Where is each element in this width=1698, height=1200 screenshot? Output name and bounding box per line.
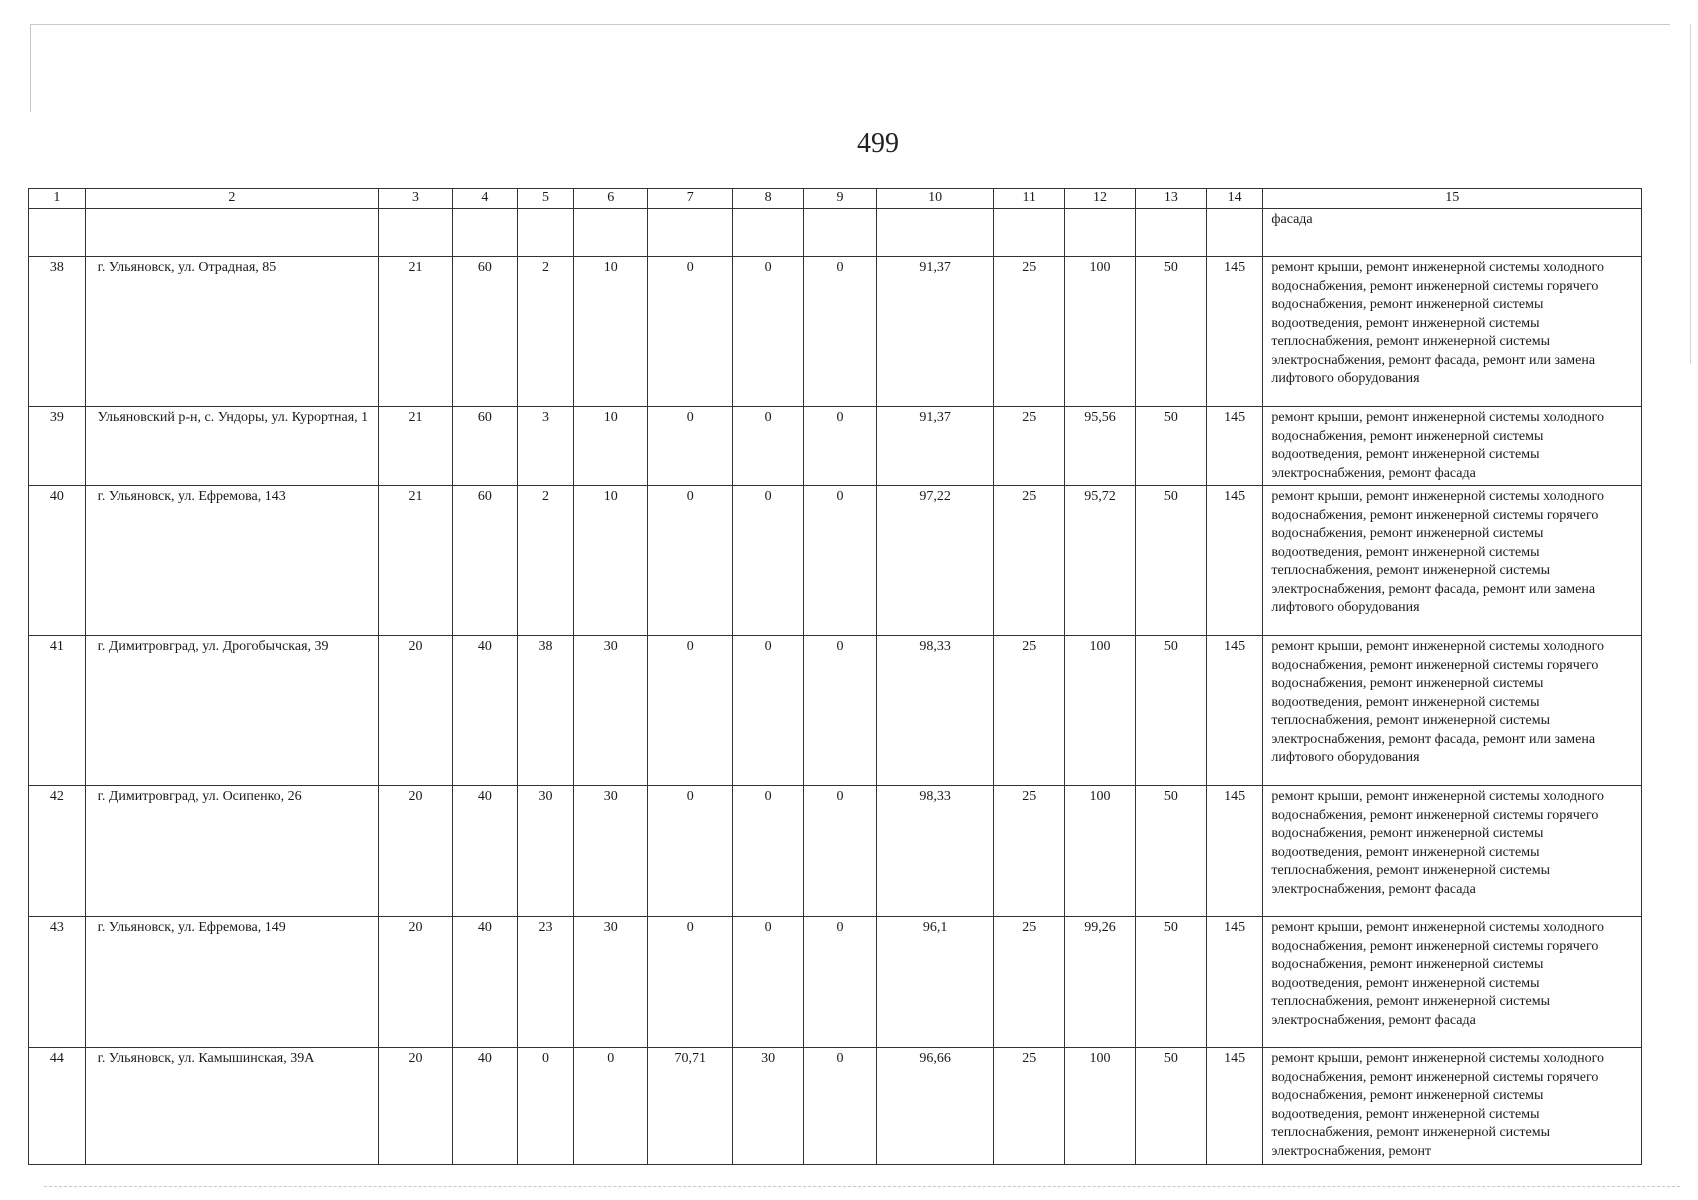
column-number: 6 <box>574 189 648 209</box>
row-number: 40 <box>29 486 86 636</box>
scan-border-bottom <box>44 1186 1680 1187</box>
value-cell: 40 <box>452 917 517 1048</box>
repair-program-table <box>28 188 1642 1165</box>
table-row <box>29 636 1642 786</box>
row-number: 38 <box>29 257 86 407</box>
address-cell: г. Ульяновск, ул. Ефремова, 143 <box>85 486 378 636</box>
column-number: 13 <box>1135 189 1206 209</box>
value-cell: 99,26 <box>1065 917 1136 1048</box>
works-cell: ремонт крыши, ремонт инженерной системы холодного водоснабжения, ремонт инженерной системы горячего водоснабжения, ремонт инженерной системы водоотведения, ремонт инженерной системы теплоснабжения, ремонт инженерной системы электроснабжения, ремонт фасада, ремонт или замена лифтового оборудования <box>1263 636 1642 786</box>
column-number: 9 <box>804 189 877 209</box>
value-cell: 100 <box>1065 257 1136 407</box>
column-number: 12 <box>1065 189 1136 209</box>
column-number: 15 <box>1263 189 1642 209</box>
value-cell: 25 <box>994 1048 1065 1165</box>
value-cell: 60 <box>452 486 517 636</box>
column-number: 1 <box>29 189 86 209</box>
column-number: 11 <box>994 189 1065 209</box>
row-number: 44 <box>29 1048 86 1165</box>
value-cell: 30 <box>733 1048 804 1165</box>
works-cell: ремонт крыши, ремонт инженерной системы холодного водоснабжения, ремонт инженерной системы горячего водоснабжения, ремонт инженерной системы водоотведения, ремонт инженерной системы теплоснабжения, ремонт инженерной системы электроснабжения, ремонт фасада, ремонт или замена лифтового оборудования <box>1263 257 1642 407</box>
works-cell: фасада <box>1263 209 1642 257</box>
value-cell: 20 <box>379 917 453 1048</box>
value-cell: 38 <box>517 636 574 786</box>
value-cell: 50 <box>1135 486 1206 636</box>
value-cell: 25 <box>994 407 1065 486</box>
value-cell: 98,33 <box>876 636 993 786</box>
value-cell: 95,72 <box>1065 486 1136 636</box>
value-cell: 20 <box>379 636 453 786</box>
table-row <box>29 917 1642 1048</box>
value-cell: 0 <box>804 1048 877 1165</box>
table-row <box>29 786 1642 917</box>
value-cell: 0 <box>733 486 804 636</box>
column-number-row <box>29 189 1642 209</box>
value-cell: 145 <box>1206 786 1263 917</box>
value-cell: 91,37 <box>876 407 993 486</box>
value-cell: 97,22 <box>876 486 993 636</box>
value-cell: 3 <box>517 407 574 486</box>
column-number: 4 <box>452 189 517 209</box>
value-cell: 0 <box>733 257 804 407</box>
value-cell: 2 <box>517 257 574 407</box>
row-number: 42 <box>29 786 86 917</box>
scan-border-left <box>30 24 31 112</box>
value-cell: 50 <box>1135 257 1206 407</box>
value-cell: 0 <box>517 1048 574 1165</box>
column-number: 7 <box>648 189 733 209</box>
address-cell: Ульяновский р-н, с. Ундоры, ул. Курортная, 1 <box>85 407 378 486</box>
value-cell: 91,37 <box>876 257 993 407</box>
value-cell: 25 <box>994 636 1065 786</box>
value-cell: 50 <box>1135 917 1206 1048</box>
value-cell: 10 <box>574 486 648 636</box>
column-number: 10 <box>876 189 993 209</box>
value-cell: 0 <box>733 407 804 486</box>
value-cell: 30 <box>574 786 648 917</box>
value-cell: 25 <box>994 257 1065 407</box>
value-cell: 40 <box>452 636 517 786</box>
value-cell: 20 <box>379 1048 453 1165</box>
value-cell: 50 <box>1135 636 1206 786</box>
value-cell: 98,33 <box>876 786 993 917</box>
address-cell: г. Димитровград, ул. Осипенко, 26 <box>85 786 378 917</box>
value-cell: 145 <box>1206 486 1263 636</box>
works-cell: ремонт крыши, ремонт инженерной системы холодного водоснабжения, ремонт инженерной системы горячего водоснабжения, ремонт инженерной системы водоотведения, ремонт инженерной системы теплоснабжения, ремонт инженерной системы электроснабжения, ремонт фасада <box>1263 917 1642 1048</box>
value-cell: 40 <box>452 1048 517 1165</box>
address-cell: г. Ульяновск, ул. Отрадная, 85 <box>85 257 378 407</box>
value-cell: 21 <box>379 257 453 407</box>
value-cell: 60 <box>452 257 517 407</box>
value-cell: 96,1 <box>876 917 993 1048</box>
address-cell: г. Ульяновск, ул. Ефремова, 149 <box>85 917 378 1048</box>
value-cell: 0 <box>733 917 804 1048</box>
row-number: 41 <box>29 636 86 786</box>
value-cell: 0 <box>804 917 877 1048</box>
value-cell: 95,56 <box>1065 407 1136 486</box>
value-cell: 145 <box>1206 257 1263 407</box>
value-cell: 10 <box>574 257 648 407</box>
scan-border-right <box>1690 24 1691 364</box>
value-cell: 50 <box>1135 786 1206 917</box>
value-cell: 100 <box>1065 1048 1136 1165</box>
column-number: 14 <box>1206 189 1263 209</box>
value-cell: 145 <box>1206 917 1263 1048</box>
value-cell: 10 <box>574 407 648 486</box>
value-cell: 0 <box>648 636 733 786</box>
table-row <box>29 407 1642 486</box>
value-cell: 25 <box>994 917 1065 1048</box>
value-cell: 30 <box>574 636 648 786</box>
value-cell: 100 <box>1065 636 1136 786</box>
value-cell: 40 <box>452 786 517 917</box>
value-cell: 0 <box>648 486 733 636</box>
value-cell: 20 <box>379 786 453 917</box>
value-cell: 25 <box>994 486 1065 636</box>
value-cell: 21 <box>379 407 453 486</box>
address-cell: г. Ульяновск, ул. Камышинская, 39А <box>85 1048 378 1165</box>
value-cell: 0 <box>648 407 733 486</box>
value-cell: 100 <box>1065 786 1136 917</box>
value-cell: 96,66 <box>876 1048 993 1165</box>
value-cell: 0 <box>804 257 877 407</box>
value-cell: 0 <box>733 636 804 786</box>
value-cell: 0 <box>804 636 877 786</box>
value-cell: 25 <box>994 786 1065 917</box>
value-cell: 145 <box>1206 636 1263 786</box>
value-cell: 30 <box>574 917 648 1048</box>
page-number: 499 <box>857 128 899 159</box>
works-cell: ремонт крыши, ремонт инженерной системы холодного водоснабжения, ремонт инженерной системы горячего водоснабжения, ремонт инженерной системы водоотведения, ремонт инженерной системы теплоснабжения, ремонт инженерной системы электроснабжения, ремонт фасада, ремонт или замена лифтового оборудования <box>1263 486 1642 636</box>
value-cell: 70,71 <box>648 1048 733 1165</box>
column-number: 8 <box>733 189 804 209</box>
works-cell: ремонт крыши, ремонт инженерной системы холодного водоснабжения, ремонт инженерной системы горячего водоснабжения, ремонт инженерной системы водоотведения, ремонт инженерной системы теплоснабжения, ремонт инженерной системы электроснабжения, ремонт <box>1263 1048 1642 1165</box>
scan-border-top <box>30 24 1670 25</box>
value-cell: 0 <box>804 407 877 486</box>
value-cell: 0 <box>804 786 877 917</box>
value-cell: 30 <box>517 786 574 917</box>
table-row <box>29 486 1642 636</box>
value-cell: 0 <box>648 917 733 1048</box>
address-cell: г. Димитровград, ул. Дрогобычская, 39 <box>85 636 378 786</box>
table-row <box>29 257 1642 407</box>
value-cell: 50 <box>1135 407 1206 486</box>
value-cell: 0 <box>574 1048 648 1165</box>
table-row <box>29 1048 1642 1165</box>
works-cell: ремонт крыши, ремонт инженерной системы холодного водоснабжения, ремонт инженерной системы горячего водоснабжения, ремонт инженерной системы водоотведения, ремонт инженерной системы теплоснабжения, ремонт инженерной системы электроснабжения, ремонт фасада <box>1263 786 1642 917</box>
continuation-row <box>29 209 1642 257</box>
value-cell: 23 <box>517 917 574 1048</box>
value-cell: 0 <box>648 257 733 407</box>
value-cell: 145 <box>1206 407 1263 486</box>
value-cell: 0 <box>804 486 877 636</box>
row-number: 39 <box>29 407 86 486</box>
works-cell: ремонт крыши, ремонт инженерной системы холодного водоснабжения, ремонт инженерной системы водоотведения, ремонт инженерной системы электроснабжения, ремонт фасада <box>1263 407 1642 486</box>
value-cell: 50 <box>1135 1048 1206 1165</box>
value-cell: 0 <box>648 786 733 917</box>
row-number: 43 <box>29 917 86 1048</box>
value-cell: 0 <box>733 786 804 917</box>
value-cell: 21 <box>379 486 453 636</box>
column-number: 2 <box>85 189 378 209</box>
value-cell: 145 <box>1206 1048 1263 1165</box>
column-number: 3 <box>379 189 453 209</box>
column-number: 5 <box>517 189 574 209</box>
value-cell: 60 <box>452 407 517 486</box>
value-cell: 2 <box>517 486 574 636</box>
